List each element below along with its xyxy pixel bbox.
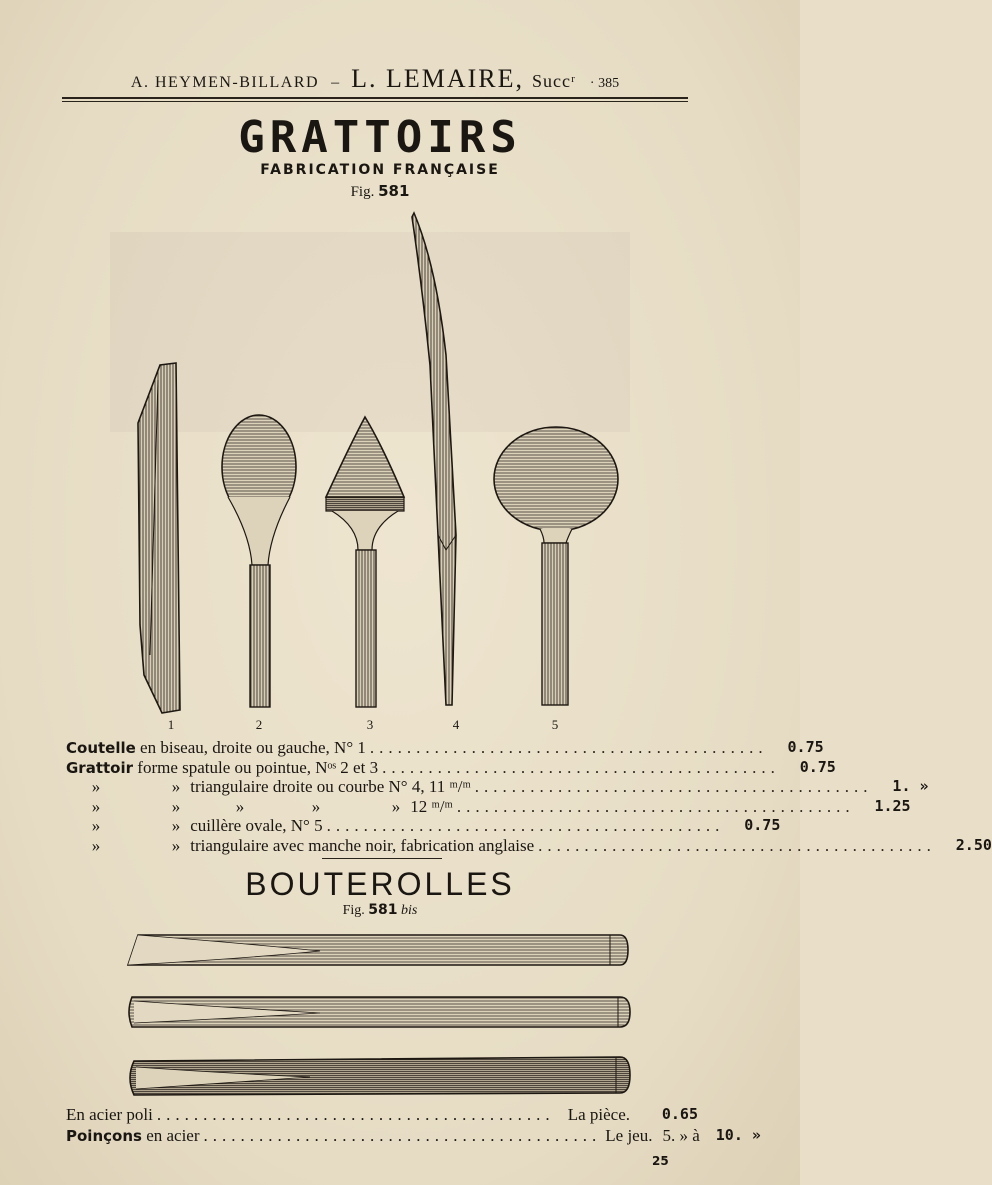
tool-number-4: 4 <box>452 717 460 732</box>
item-name: Coutelle <box>66 739 136 757</box>
section-title-grattoirs: GRATTOIRS <box>238 112 522 163</box>
price-row-coutelle <box>66 738 824 758</box>
ditto-mark: » <box>91 777 101 797</box>
fig-prefix: Fig. <box>342 903 365 918</box>
signature-mark: 25 <box>652 1154 669 1168</box>
bouterolles-price-list <box>66 1104 761 1146</box>
item-price: 0.75 <box>799 757 836 776</box>
bouterolle-bar-2 <box>129 997 630 1027</box>
ditto-mark: » <box>311 796 321 816</box>
bouterolle-bar-3 <box>130 1057 630 1095</box>
header-right: Succʳ <box>532 71 576 91</box>
ditto-mark: » <box>235 796 245 816</box>
header-rule-thin <box>62 101 688 102</box>
item-name: Grattoir <box>66 758 134 777</box>
leader-dots: ........................................... <box>456 796 855 816</box>
header-middle: L. LEMAIRE, <box>351 64 524 93</box>
tool-number-5: 5 <box>551 717 559 732</box>
price-row-cuillere <box>66 816 781 836</box>
item-description: triangulaire droite ou courbe N° 4, 11 ᵐ/ᵐ <box>190 777 471 797</box>
section-divider <box>322 858 442 859</box>
leader-dots: ........................................... <box>156 1105 555 1124</box>
price-row-grattoir <box>66 757 836 778</box>
item-unit: La pièce. <box>567 1105 630 1124</box>
tool-4-courbe-drawing <box>412 213 456 705</box>
item-unit: Le jeu. <box>605 1126 653 1145</box>
ditto-mark: » <box>91 835 101 855</box>
leader-dots: ........................................... <box>326 816 725 836</box>
ditto-mark: » <box>171 777 181 797</box>
item-price: 0.75 <box>744 816 781 835</box>
tool-5-cuillere-drawing <box>494 427 618 705</box>
tool-number-2: 2 <box>255 717 263 732</box>
item-price: 10. » <box>715 1126 761 1144</box>
item-description: cuillère ovale, N° 5 <box>190 816 323 836</box>
item-price: 0.75 <box>787 738 824 756</box>
item-description: triangulaire avec manche noir, fabrication anglaise <box>190 835 535 855</box>
grattoirs-price-list <box>66 738 992 856</box>
leader-dots: ........................................... <box>382 757 780 777</box>
tool-number-3: 3 <box>366 717 374 732</box>
item-description: 12 ᵐ/ᵐ <box>410 796 453 816</box>
bouterolles-illustration <box>120 925 640 1105</box>
item-description: en biseau, droite ou gauche, N° 1 <box>135 738 366 757</box>
item-description: En acier poli <box>66 1105 153 1124</box>
bouterolle-bar-1 <box>128 935 628 965</box>
section-title-bouterolles: BOUTEROLLES <box>245 866 515 902</box>
tool-number-1: 1 <box>167 717 175 732</box>
header-page-number: · 385 <box>589 76 620 91</box>
tool-2-spatule-drawing <box>222 415 296 707</box>
item-price: 2.50 <box>955 835 992 854</box>
figure-caption <box>0 182 760 201</box>
item-price: 1.25 <box>874 796 911 815</box>
fig-suffix: bis <box>401 903 418 918</box>
tool-1-coutelle-drawing <box>138 363 180 713</box>
ditto-mark: » <box>171 796 181 816</box>
ditto-mark: » <box>171 816 181 836</box>
price-row-triangulaire-anglaise <box>66 835 992 856</box>
leader-dots: ........................................... <box>538 835 936 855</box>
fig-number: 581 <box>378 182 410 200</box>
fig-prefix: Fig. <box>350 184 375 200</box>
leader-dots: ........................................... <box>369 738 768 757</box>
item-description: forme spatule ou pointue, Nᵒˢ 2 et 3 <box>133 757 379 777</box>
ditto-mark: » <box>391 796 401 816</box>
ditto-mark: » <box>91 816 101 836</box>
price-row-poincons <box>66 1125 761 1146</box>
fig-number: 581 <box>368 902 398 918</box>
page-header <box>60 64 690 94</box>
price-row-triangulaire-12 <box>66 796 911 817</box>
section-subtitle: FABRICATION FRANÇAISE <box>260 162 500 178</box>
item-price: 0.65 <box>661 1105 698 1123</box>
header-dash: – <box>331 74 340 91</box>
price-row-acier-poli <box>66 1104 698 1125</box>
tool-3-pointu-drawing <box>326 417 404 707</box>
item-price-from: 5. » à <box>662 1126 700 1145</box>
header-left: A. HEYMEN-BILLARD <box>130 74 320 91</box>
ditto-mark: » <box>171 835 181 855</box>
price-row-triangulaire-11 <box>66 777 929 797</box>
leader-dots: ........................................... <box>474 777 873 797</box>
header-rule-thick <box>62 97 688 99</box>
leader-dots: ........................................... <box>203 1126 602 1145</box>
ditto-mark: » <box>91 796 101 816</box>
grattoirs-illustration <box>100 205 660 735</box>
item-name: Poinçons <box>66 1127 142 1145</box>
item-description: en acier <box>141 1126 200 1145</box>
item-price: 1. » <box>892 777 929 796</box>
figure-caption-bis <box>0 902 760 919</box>
